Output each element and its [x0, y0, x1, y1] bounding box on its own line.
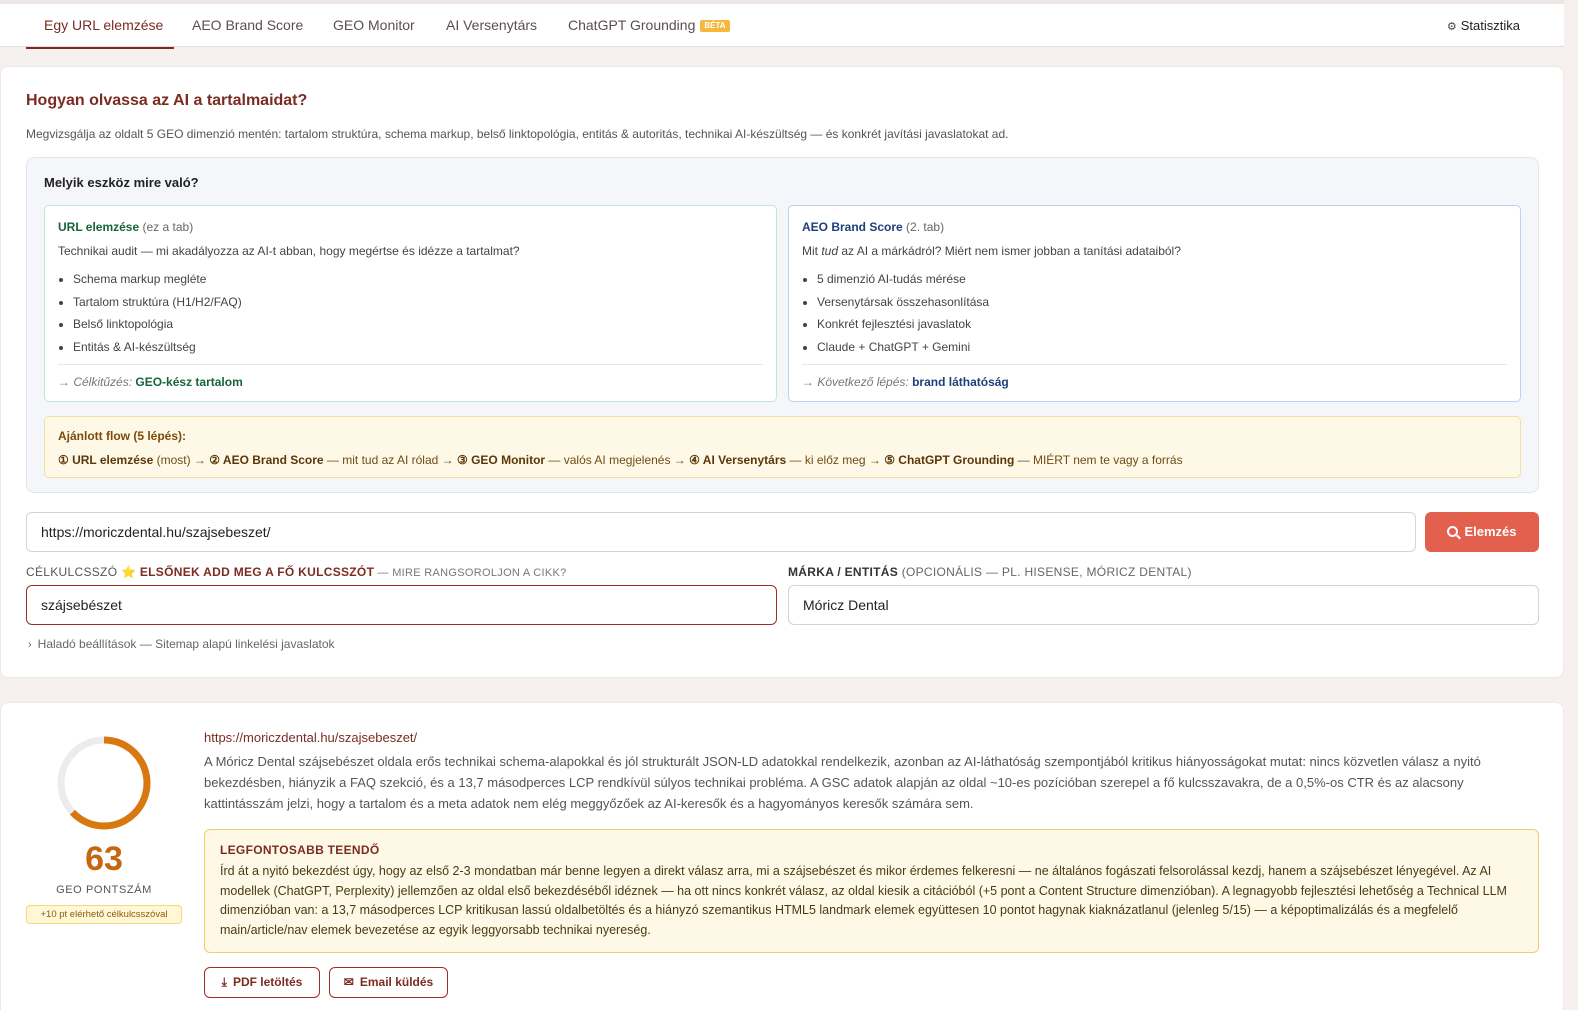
- brand-box-goal: [802, 375, 1009, 389]
- list-item: • Entitás & AI-készültség: [73, 338, 242, 361]
- url-box-list: [73, 270, 242, 360]
- tab-chatgpt-grounding-label: ChatGPT Grounding: [568, 17, 696, 33]
- divider: [802, 364, 1507, 365]
- star-icon: ⭐: [120, 565, 137, 579]
- pdf-label: PDF letöltés: [232, 975, 303, 989]
- keyword-label: [26, 565, 567, 579]
- url-box-sub: (ez a tab): [142, 220, 194, 234]
- gear-icon: ⚙: [1446, 21, 1457, 33]
- desc-emphasis: tud: [821, 244, 839, 258]
- brand-note: (OPCIONÁLIS — PL. HISENSE, MÓRICZ DENTAL): [898, 565, 1192, 579]
- tab-geo-monitor[interactable]: GEO Monitor: [333, 17, 415, 33]
- brand-box-sub: (2. tab): [906, 220, 945, 234]
- recommended-flow-box: [44, 416, 1521, 478]
- url-input[interactable]: https://moriczdental.hu/szajsebeszet/: [26, 512, 1416, 552]
- list-item: • Tartalom struktúra (H1/H2/FAQ): [73, 293, 242, 316]
- email-label: Email küldés: [359, 975, 434, 989]
- keyword-label-text: CÉLKULCSSZÓ: [26, 565, 118, 579]
- url-box-goal: [58, 375, 243, 389]
- goal-value: GEO-kész tartalom: [135, 375, 243, 389]
- list-item: • Claude + ChatGPT + Gemini: [817, 338, 989, 361]
- list-item: • Konkrét fejlesztési javaslatok: [817, 315, 989, 338]
- flow-step: ⑤ ChatGPT Grounding: [884, 453, 1015, 467]
- statistics-button[interactable]: [1447, 4, 1520, 49]
- analyze-button[interactable]: [1425, 512, 1539, 552]
- desc-part: Mit: [802, 244, 822, 258]
- page-description: Megvizsgálja az oldalt 5 GEO dimenzió mentén: tartalom struktúra, schema markup, belső linktopológia, entitás & autoritás, technikai AI-készültség — és konkrét javítási javaslatokat ad.: [26, 127, 1009, 141]
- result-url-link[interactable]: https://moriczdental.hu/szajsebeszet/: [204, 730, 418, 745]
- search-icon: [1447, 526, 1458, 537]
- brand-label-text: MÁRKA / ENTITÁS: [788, 565, 899, 579]
- brand-box-description: [802, 244, 1181, 258]
- geo-score-label: GEO PONTSZÁM: [56, 884, 152, 896]
- url-box-heading: [58, 220, 193, 234]
- brand-score-info-box: [788, 205, 1521, 402]
- list-item: • Versenytársak összehasonlítása: [817, 293, 989, 316]
- goal-value: brand láthatóság: [912, 375, 1009, 389]
- url-box-name: URL elemzése: [58, 220, 140, 234]
- url-box-description: Technikai audit — mi akadályozza az AI-t abban, hogy megértse és idézze a tartalmat?: [58, 244, 520, 258]
- tab-ai-competitor[interactable]: AI Versenytárs: [446, 17, 538, 33]
- goal-prefix: → Következő lépés:: [802, 375, 909, 389]
- flow-step: ④ AI Versenytárs: [689, 453, 787, 467]
- top-priority-box: [204, 829, 1539, 953]
- result-summary: A Móricz Dental szájsebészet oldala erős technikai schema-alapokkal és jól strukturált JSON-LD adatokkal rendelkezik, azonban az AI-láthatóság szempontjából kritikus hiányosságokat mutat: nincs közvetlen válasz a nyitó bekezdésben, hiányzik a FAQ szekció, és a 13,7 másodperces LCP rendkívül súlyos technikai probléma. A GSC adatok alapján az oldal ~10-es pozícióban szerepel a fő kulcsszavakra, de a 0,5%-os CTR és az alacsony kattintásszám jelzi, hogy a tartalom és a meta adatok nem elég meggyőzőek az AI-keresők és a hagyományos keresők számára sem.: [204, 754, 1481, 811]
- list-item: • Schema markup megléte: [73, 270, 242, 293]
- flow-note: — MIÉRT nem te vagy a forrás: [1014, 453, 1183, 467]
- tab-aeo-brand-score[interactable]: AEO Brand Score: [192, 17, 304, 33]
- list-item: • Belső linktopológia: [73, 315, 242, 338]
- pdf-download-button[interactable]: [204, 967, 320, 998]
- tab-bar: [0, 0, 1564, 47]
- active-tab-indicator: [26, 47, 174, 49]
- brand-label: [788, 565, 1192, 579]
- statistics-label: Statisztika: [1460, 18, 1520, 33]
- brand-input[interactable]: Móricz Dental: [788, 585, 1539, 625]
- score-ring: [56, 735, 152, 831]
- divider: [58, 364, 763, 365]
- keyword-bonus-badge: +10 pt elérhető célkulcsszóval: [26, 905, 182, 924]
- flow-note: — valós AI megjelenés →: [545, 453, 690, 467]
- top-priority-text: Írd át a nyitó bekezdést úgy, hogy az első 2-3 mondatban már benne legyen a direkt válasz arra, mi a szájsebészet és mikor érdemes felkeresni — ne általános fogászati felsorolással kezdj, hanem a szájsebészet lényegével. Az AI modellek (ChatGPT, Perplexity) jellemzően az oldal első bekezdéséből idéznek — ha ott nincs konkrét válasz, az oldal kiesik a citációból (+5 pont a Content Structure dimenzióban). A legnagyobb fejlesztési lehetőség a Technical LLM dimenzióban van: a 13,7 másodperces LCP kritikusan lassú oldalbetöltés és a hiányzó szemantikus HTML5 landmark elemek együttesen 10 pontot hagynak kiaknázatlanul (jelenleg 5/15) — a képoptimalizálás és a megfelelő main/article/nav elemek bevezetése az egyik leggyorsabb technikai nyereség.: [220, 864, 1507, 937]
- geo-score-value: 63: [85, 840, 123, 878]
- download-icon: ⤓: [221, 975, 227, 989]
- keyword-input[interactable]: szájsebészet: [26, 585, 777, 625]
- tools-guide-title: Melyik eszköz mire való?: [44, 175, 199, 190]
- keyword-emphasis: ELSŐNEK ADD MEG A FŐ KULCSSZÓT: [139, 565, 375, 579]
- analyze-label: Elemzés: [1464, 524, 1517, 539]
- tab-url-analysis[interactable]: Egy URL elemzése: [44, 17, 164, 33]
- list-item: • 5 dimenzió AI-tudás mérése: [817, 270, 989, 293]
- beta-badge: BÉTA: [700, 20, 729, 32]
- email-send-button[interactable]: [329, 967, 448, 998]
- flow-note: — mit tud az AI rólad →: [323, 453, 457, 467]
- url-analysis-info-box: [44, 205, 777, 402]
- keyword-note: — MIRE RANGSOROLJON A CIKK?: [374, 567, 567, 579]
- flow-steps: [58, 453, 1183, 467]
- brand-box-heading: [802, 220, 944, 234]
- flow-note: (most) →: [153, 453, 210, 467]
- flow-note: — ki előz meg →: [786, 453, 885, 467]
- brand-box-list: [817, 270, 989, 360]
- mail-icon: ✉: [343, 975, 354, 989]
- page-title: Hogyan olvassa az AI a tartalmaidat?: [26, 92, 308, 109]
- desc-part: az AI a márkádról? Miért nem ismer jobban a tanítási adataiból?: [838, 244, 1181, 258]
- flow-step: ① URL elemzése: [58, 453, 154, 467]
- brand-box-name: AEO Brand Score: [802, 220, 903, 234]
- flow-step: ③ GEO Monitor: [456, 453, 546, 467]
- advanced-label: Haladó beállítások — Sitemap alapú linkelési javaslatok: [37, 637, 335, 651]
- advanced-settings-toggle[interactable]: [28, 637, 335, 651]
- chevron-right-icon: ›: [28, 639, 32, 651]
- flow-title: Ajánlott flow (5 lépés):: [58, 429, 187, 443]
- goal-prefix: → Célkitűzés:: [58, 375, 133, 389]
- flow-step: ② AEO Brand Score: [209, 453, 324, 467]
- top-priority-title: LEGFONTOSABB TEENDŐ: [220, 843, 380, 857]
- tab-chatgpt-grounding[interactable]: [568, 4, 730, 47]
